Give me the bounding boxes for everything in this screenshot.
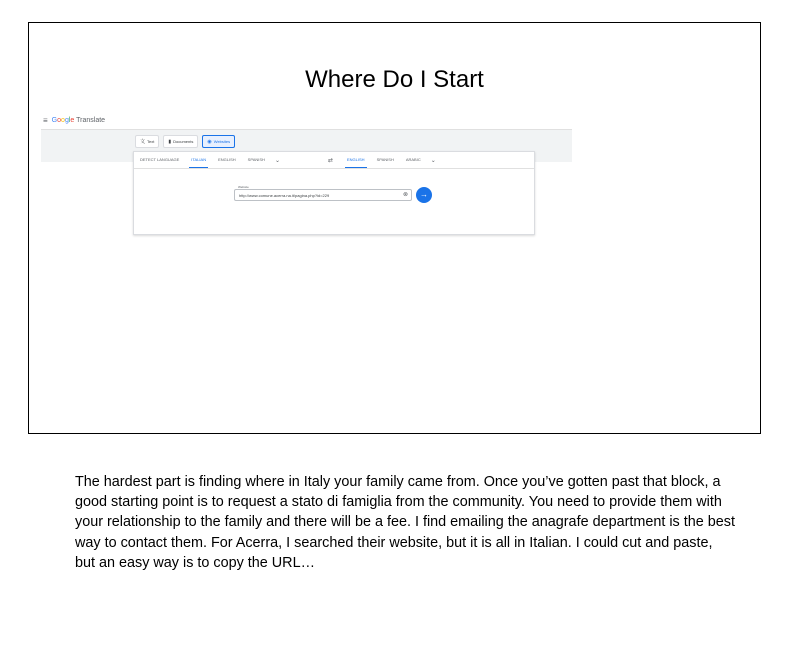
translate-header: [43, 116, 105, 125]
tab-label: Websites: [213, 139, 231, 144]
lang-option: SPANISH: [376, 157, 394, 162]
swap-languages-icon: ⇄: [327, 157, 333, 164]
lang-option: DETECT LANGUAGE: [140, 157, 180, 162]
chevron-down-icon: ⌄: [274, 157, 280, 164]
clear-icon: ⊗: [402, 192, 408, 198]
tab-label: Text: [147, 139, 155, 144]
translate-mode-tabs: [135, 135, 235, 148]
globe-icon: ◉: [207, 138, 212, 145]
lang-option: ENGLISH: [218, 157, 236, 162]
language-bar: [134, 152, 534, 169]
url-value: http://www.comune.acerra.na.it/pagina.php?id=229: [239, 193, 330, 198]
menu-icon: ≡: [43, 116, 48, 125]
arrow-right-icon: →: [416, 187, 432, 203]
google-translate-logo: Google Translate: [51, 117, 106, 124]
tab-text: [135, 135, 159, 148]
tab-documents: [163, 135, 198, 148]
text-icon: 文: [140, 139, 146, 145]
url-field: [234, 189, 412, 201]
slide-title: Where Do I Start: [305, 66, 484, 93]
speaker-notes: The hardest part is finding where in Italy your family came from. Once you’ve gotten past that block, a good starting point is to request a stato di famiglia from the community. You need to provide them with your relationship to the family and there will be a fee. I find emailing the anagrafe department is the best way to contact them. For Acerra, I searched their website, but it is all in Italian. I could cut and paste, but an easy way is to copy the URL…: [75, 474, 735, 571]
translate-card: [133, 151, 535, 235]
lang-option: ARABIC: [405, 157, 421, 162]
tab-websites: [202, 135, 235, 148]
tab-label: Documents: [173, 139, 194, 144]
lang-option: SPANISH: [247, 157, 265, 162]
document-icon: ▮: [168, 138, 172, 145]
slide: [28, 22, 761, 434]
chevron-down-icon: ⌄: [430, 157, 436, 164]
lang-option-selected: ITALIAN: [185, 152, 212, 168]
url-label: Website: [238, 185, 249, 189]
lang-option-selected: ENGLISH: [341, 152, 371, 168]
